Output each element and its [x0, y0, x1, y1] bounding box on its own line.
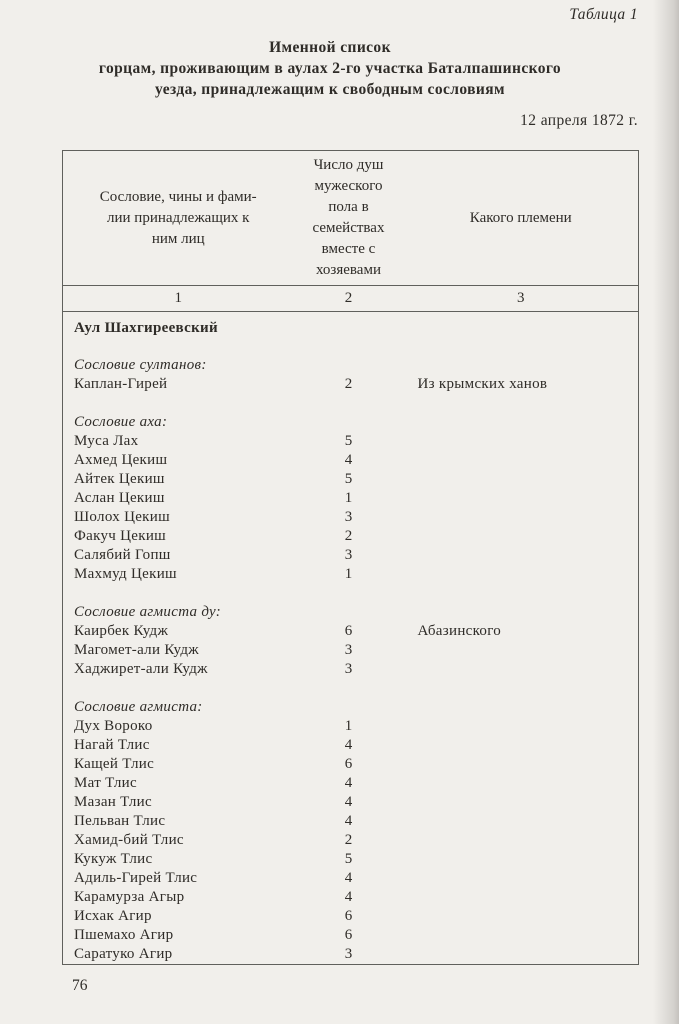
count-cell: 3: [344, 661, 353, 677]
tribe-cell: Из крымских ханов: [417, 376, 548, 392]
table-row: [63, 926, 639, 945]
count-cell: [294, 312, 404, 338]
tribe-cell: [404, 432, 639, 451]
table-row: [63, 356, 639, 375]
count-cell: 5: [344, 471, 353, 487]
count-cell: [294, 603, 404, 622]
tribe-cell: [404, 774, 639, 793]
header-row: [63, 151, 639, 286]
count-cell: 1: [344, 490, 353, 506]
count-cell: 4: [344, 870, 353, 886]
table-row: [63, 850, 639, 869]
count-cell: 3: [344, 945, 353, 962]
table-row: [63, 312, 639, 338]
name-cell: Аслан Цекиш: [74, 490, 165, 506]
tribe-cell: [404, 508, 639, 527]
tribe-cell: [404, 679, 639, 698]
tribe-cell: [404, 546, 639, 565]
count-cell: 5: [344, 851, 353, 867]
count-cell: 3: [344, 509, 353, 525]
table-row: [63, 907, 639, 926]
name-cell: Кукуж Тлис: [74, 851, 153, 867]
tribe-cell: [404, 736, 639, 755]
spacer-row: [63, 337, 639, 356]
tribe-cell: Абазинского: [417, 623, 502, 639]
column-number-row: [63, 286, 639, 312]
count-cell: 4: [344, 775, 353, 791]
table-row: [63, 717, 639, 736]
table-row: [63, 888, 639, 907]
table-row: [63, 793, 639, 812]
tribe-cell: [404, 584, 639, 603]
name-cell: Кащей Тлис: [74, 756, 155, 772]
name-cell: Исхак Агир: [74, 908, 152, 924]
name-cell: Факуч Цекиш: [74, 528, 167, 544]
table-row: [63, 641, 639, 660]
document-title-line2: горцам, проживающим в аулах 2-го участка Баталпашинского: [98, 60, 562, 77]
tribe-cell: [404, 489, 639, 508]
table-row: [63, 565, 639, 584]
name-cell: Махмуд Цекиш: [74, 566, 177, 582]
document-date: 12 апреля 1872 г.: [520, 112, 638, 129]
count-cell: 1: [344, 718, 353, 734]
name-cell: Пельван Тлис: [74, 813, 166, 829]
tribe-cell: [404, 470, 639, 489]
name-cell: Сословие султанов:: [74, 357, 207, 373]
name-cell: Шолох Цекиш: [74, 509, 170, 525]
name-cell: Сословие агмиста:: [74, 699, 203, 715]
name-cell: [63, 337, 294, 356]
spacer-row: [63, 394, 639, 413]
tribe-cell: [404, 356, 639, 375]
col-number-3: 3: [404, 286, 639, 312]
roster-table: [62, 150, 639, 965]
table-caption: Таблица 1: [569, 6, 638, 23]
table-row: [63, 831, 639, 850]
count-cell: [294, 584, 404, 603]
table-row: [63, 375, 639, 394]
tribe-cell: [404, 812, 639, 831]
tribe-cell: [404, 603, 639, 622]
tribe-cell: [404, 907, 639, 926]
count-cell: 2: [344, 832, 353, 848]
table-row: [63, 774, 639, 793]
tribe-cell: [404, 793, 639, 812]
document-title-line1: Именной список: [269, 39, 391, 56]
name-cell: Ахмед Цекиш: [74, 452, 168, 468]
spacer-row: [63, 679, 639, 698]
table-row: [63, 470, 639, 489]
document-title-line3: уезда, принадлежащим к свободным сословиям: [155, 81, 505, 98]
col-header-tribe: Какого племени: [404, 151, 639, 286]
name-cell: Адиль-Гирей Тлис: [74, 870, 198, 886]
name-cell: Дух Вороко: [74, 718, 153, 734]
document-title: [0, 37, 660, 100]
tribe-cell: [404, 717, 639, 736]
name-cell: Айтек Цекиш: [74, 471, 165, 487]
table-row: [63, 546, 639, 565]
table-row: [63, 698, 639, 717]
tribe-cell: [404, 394, 639, 413]
col-number-2: 2: [294, 286, 404, 312]
tribe-cell: [404, 755, 639, 774]
tribe-cell: [404, 641, 639, 660]
table-row: [63, 869, 639, 888]
name-cell: [63, 584, 294, 603]
tribe-cell: [404, 831, 639, 850]
col-header-estate: Сословие, чины и фами- лии принадлежащих к ним лиц: [63, 151, 294, 286]
tribe-cell: [404, 850, 639, 869]
page-number: 76: [72, 977, 88, 994]
count-cell: [294, 356, 404, 375]
name-cell: Муса Лах: [74, 433, 139, 449]
count-cell: [294, 413, 404, 432]
table-row: [63, 660, 639, 679]
table-row: [63, 622, 639, 641]
count-cell: 4: [344, 889, 353, 905]
tribe-cell: [404, 312, 639, 338]
name-cell: Мат Тлис: [74, 775, 137, 791]
count-cell: [294, 394, 404, 413]
count-cell: [294, 698, 404, 717]
table-row: [63, 451, 639, 470]
tribe-cell: [404, 698, 639, 717]
tribe-cell: [404, 413, 639, 432]
col-number-1: 1: [63, 286, 294, 312]
table-row: [63, 413, 639, 432]
name-cell: Саратуко Агир: [74, 945, 173, 962]
tribe-cell: [404, 945, 639, 964]
tribe-cell: [404, 451, 639, 470]
count-cell: 2: [344, 376, 353, 392]
name-cell: Карамурза Агыр: [74, 889, 185, 905]
table-row: [63, 508, 639, 527]
table-row: [63, 736, 639, 755]
tribe-cell: [404, 926, 639, 945]
tribe-cell: [404, 565, 639, 584]
count-cell: 4: [344, 813, 353, 829]
table-row: [63, 432, 639, 451]
name-cell: Аул Шахгиреевский: [74, 320, 218, 336]
count-cell: 4: [344, 794, 353, 810]
tribe-cell: [404, 869, 639, 888]
table-body: [63, 312, 639, 965]
count-cell: 1: [344, 566, 353, 582]
count-cell: 6: [344, 756, 353, 772]
tribe-cell: [404, 527, 639, 546]
page-edge-shadow: [653, 0, 679, 1024]
table-row: [63, 812, 639, 831]
name-cell: Каплан-Гирей: [74, 376, 168, 392]
table-row: [63, 527, 639, 546]
table-row: [63, 945, 639, 964]
spacer-row: [63, 584, 639, 603]
name-cell: Мазан Тлис: [74, 794, 152, 810]
name-cell: Сословие аха:: [74, 414, 168, 430]
name-cell: Сословие агмиста ду:: [74, 604, 222, 620]
tribe-cell: [404, 888, 639, 907]
count-cell: 3: [344, 547, 353, 563]
table-row: [63, 755, 639, 774]
name-cell: Хаджирет-али Кудж: [74, 661, 208, 677]
table-head: [63, 151, 639, 312]
table-row: [63, 603, 639, 622]
count-cell: 2: [344, 528, 353, 544]
name-cell: [63, 394, 294, 413]
tribe-cell: [404, 337, 639, 356]
count-cell: [294, 337, 404, 356]
count-cell: 6: [344, 623, 353, 639]
name-cell: Магомет-али Кудж: [74, 642, 199, 658]
name-cell: Салябий Гопш: [74, 547, 171, 563]
count-cell: 3: [344, 642, 353, 658]
count-cell: 5: [344, 433, 353, 449]
table-row: [63, 489, 639, 508]
count-cell: 4: [344, 452, 353, 468]
name-cell: Пшемахо Агир: [74, 927, 174, 943]
count-cell: [294, 679, 404, 698]
count-cell: 4: [344, 737, 353, 753]
name-cell: [63, 679, 294, 698]
col-header-souls: Число душ мужеского пола в семействах вместе с хозяевами: [294, 151, 404, 286]
name-cell: Нагай Тлис: [74, 737, 150, 753]
count-cell: 6: [344, 908, 353, 924]
tribe-cell: [404, 660, 639, 679]
name-cell: Хамид-бий Тлис: [74, 832, 184, 848]
name-cell: Каирбек Кудж: [74, 623, 169, 639]
count-cell: 6: [344, 927, 353, 943]
